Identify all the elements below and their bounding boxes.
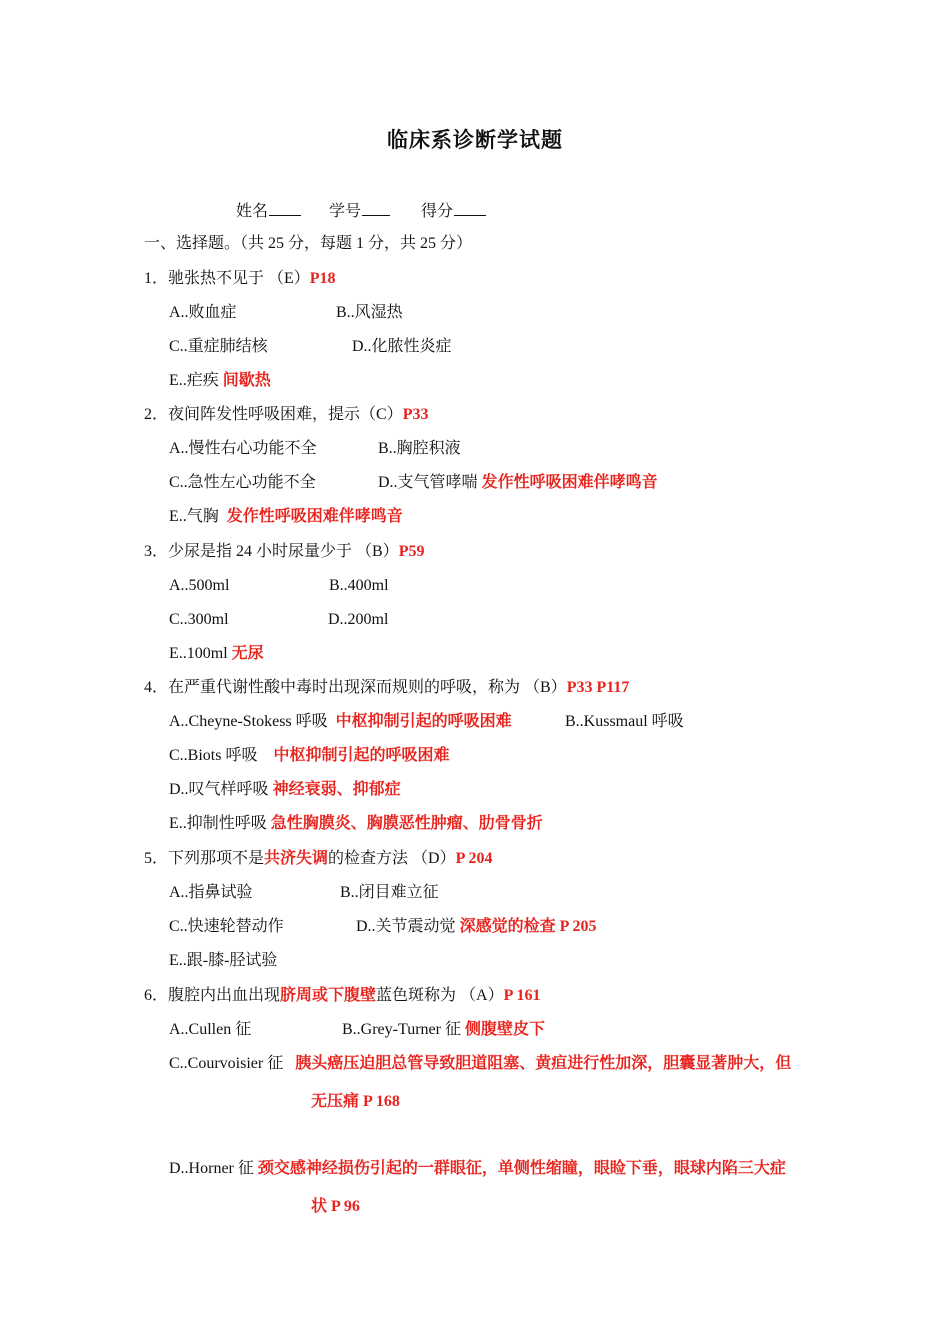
q1-option-b: B..风湿热 [336,304,403,321]
q5-option-d: D..关节震动觉 深感觉的检查 P 205 [356,918,597,935]
student-id-field: 学号 [329,201,390,222]
q6-option-b: B..Grey-Turner 征 侧腹壁皮下 [342,1021,545,1038]
q6-option-a: A..Cullen 征 [169,1021,252,1038]
q2-option-b: B..胸腔积液 [378,440,461,457]
q5-option-a: A..指鼻试验 [169,884,253,901]
question-3-stem: 3．少尿是指 24 小时尿量少于 （B）P59 [144,543,425,560]
q5-option-b: B..闭目难立征 [340,884,439,901]
q3-option-a: A..500ml [169,577,230,594]
section-heading: 一、选择题。（共 25 分，每题 1 分，共 25 分） [144,235,473,252]
q2-option-a: A..慢性右心功能不全 [169,440,317,457]
q5-option-e: E..跟-膝-胫试验 [169,952,278,969]
name-blank [269,201,301,216]
q2-option-e: E..气胸 发作性呼吸困难伴哮鸣音 [169,508,403,525]
q1-option-e: E..疟疾 间歇热 [169,372,271,389]
q3-option-b: B..400ml [329,577,389,594]
q3-option-e: E..100ml 无尿 [169,645,264,662]
q6-option-c-note-cont: 无压痛 P 168 [311,1093,400,1110]
q2-option-c: C..急性左心功能不全 [169,474,316,491]
q4-option-e: E..抑制性呼吸 急性胸膜炎、胸膜恶性肿瘤、肋骨骨折 [169,815,543,832]
page-title: 临床系诊断学试题 [387,128,563,152]
q6-option-d: D..Horner 征 颈交感神经损伤引起的一群眼征，单侧性缩瞳，眼睑下垂，眼球内陷三大症 [169,1160,786,1177]
id-blank [362,201,390,216]
question-2-stem: 2．夜间阵发性呼吸困难，提示（C）P33 [144,406,429,423]
q6-option-c: C..Courvoisier 征 胰头癌压迫胆总管导致胆道阻塞、黄疸进行性加深，胆囊显著肿大，但 [169,1055,792,1072]
q3-option-c: C..300ml [169,611,229,628]
q2-option-d: D..支气管哮喘 发作性呼吸困难伴哮鸣音 [378,474,658,491]
q1-option-c: C..重症肺结核 [169,338,268,355]
score-blank [454,201,486,216]
q6-option-d-note-cont: 状 P 96 [311,1198,360,1215]
question-4-stem: 4．在严重代谢性酸中毒时出现深而规则的呼吸，称为 （B）P33 P117 [144,679,630,696]
name-field: 姓名 [236,201,301,222]
q3-option-d: D..200ml [328,611,389,628]
question-6-stem: 6．腹腔内出血出现脐周或下腹壁蓝色斑称为 （A）P 161 [144,987,541,1004]
score-field: 得分 [421,201,486,222]
q5-option-c: C..快速轮替动作 [169,918,284,935]
question-1-stem: 1．驰张热不见于 （E）P18 [144,270,336,287]
q1-option-d: D..化脓性炎症 [352,338,452,355]
q4-option-d: D..叹气样呼吸 神经衰弱、抑郁症 [169,781,401,798]
q4-option-a: A..Cheyne-Stokess 呼吸 中枢抑制引起的呼吸困难 [169,713,512,730]
q4-option-c: C..Biots 呼吸 中枢抑制引起的呼吸困难 [169,747,450,764]
q4-option-b: B..Kussmaul 呼吸 [565,713,684,730]
question-5-stem: 5．下列那项不是共济失调的检查方法 （D）P 204 [144,850,493,867]
q1-option-a: A..败血症 [169,304,237,321]
